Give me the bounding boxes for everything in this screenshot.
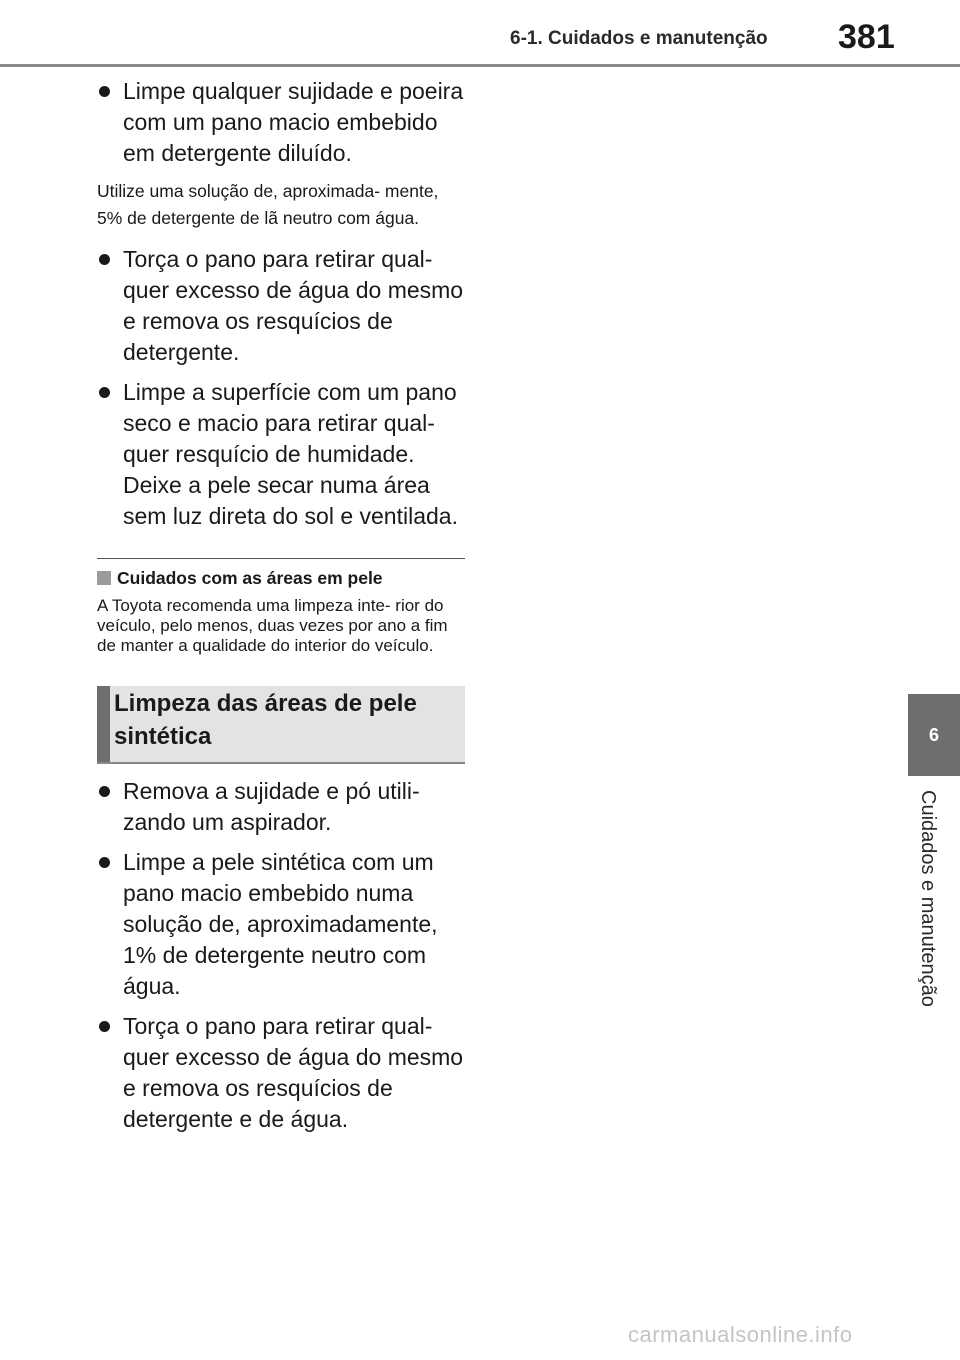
list-item [97,776,465,838]
list-item [97,847,465,1002]
bullet-icon [99,387,110,398]
watermark: carmanualsonline.info [628,1322,853,1347]
list-item-text: Limpe a superfície com um pano seco e macio para retirar qual- quer resquício de humidade. Deixe a pele secar numa área sem luz direta do sol e ventilada. [123,379,458,529]
section-header: 6-1. Cuidados e manutenção [510,28,768,49]
chapter-tab-label: Cuidados e manutenção [917,790,939,1007]
section-title: Limpeza das áreas de pele sintética [114,690,417,750]
list-item-text: Torça o pano para retirar qual- quer excesso de água do mesmo e remova os resquícios de detergente e de água. [123,1013,464,1132]
list-item [97,244,465,368]
bullet-icon [99,857,110,868]
list-item-text: Torça o pano para retirar qual- quer excesso de água do mesmo e remova os resquícios de detergente. [123,246,464,365]
list-item [97,76,465,169]
header-divider [0,64,960,67]
chapter-tab[interactable]: 6 [908,694,960,776]
square-icon [97,571,111,585]
subsection-title: Cuidados com as áreas em pele [117,568,383,588]
bullet-icon [99,86,110,97]
main-column [97,76,465,1144]
bullet-icon [99,254,110,265]
list-item-text: Remova a sujidade e pó utili- zando um aspirador. [123,778,420,835]
subsection-divider [97,558,465,559]
list-item [97,1011,465,1135]
section-accent-bar [97,686,110,762]
page-number: 381 [838,18,895,56]
bullet-icon [99,1021,110,1032]
note-text: Utilize uma solução de, aproximada- mente, 5% de detergente de lã neutro com água. [97,181,439,228]
subsection-heading [97,567,465,589]
list-item-text: Limpe qualquer sujidade e poeira com um pano macio embebido em detergente diluído. [123,78,464,166]
subsection-paragraph: A Toyota recomenda uma limpeza inte- rior do veículo, pelo menos, duas vezes por ano a fim de manter a qualidade do interior do veículo. [97,596,448,655]
list-item-text: Limpe a pele sintética com um pano macio embebido numa solução de, aproximadamente, 1% de detergente neutro com água. [123,849,438,999]
bullet-icon [99,786,110,797]
section-heading-box [97,686,465,764]
list-item [97,377,465,532]
